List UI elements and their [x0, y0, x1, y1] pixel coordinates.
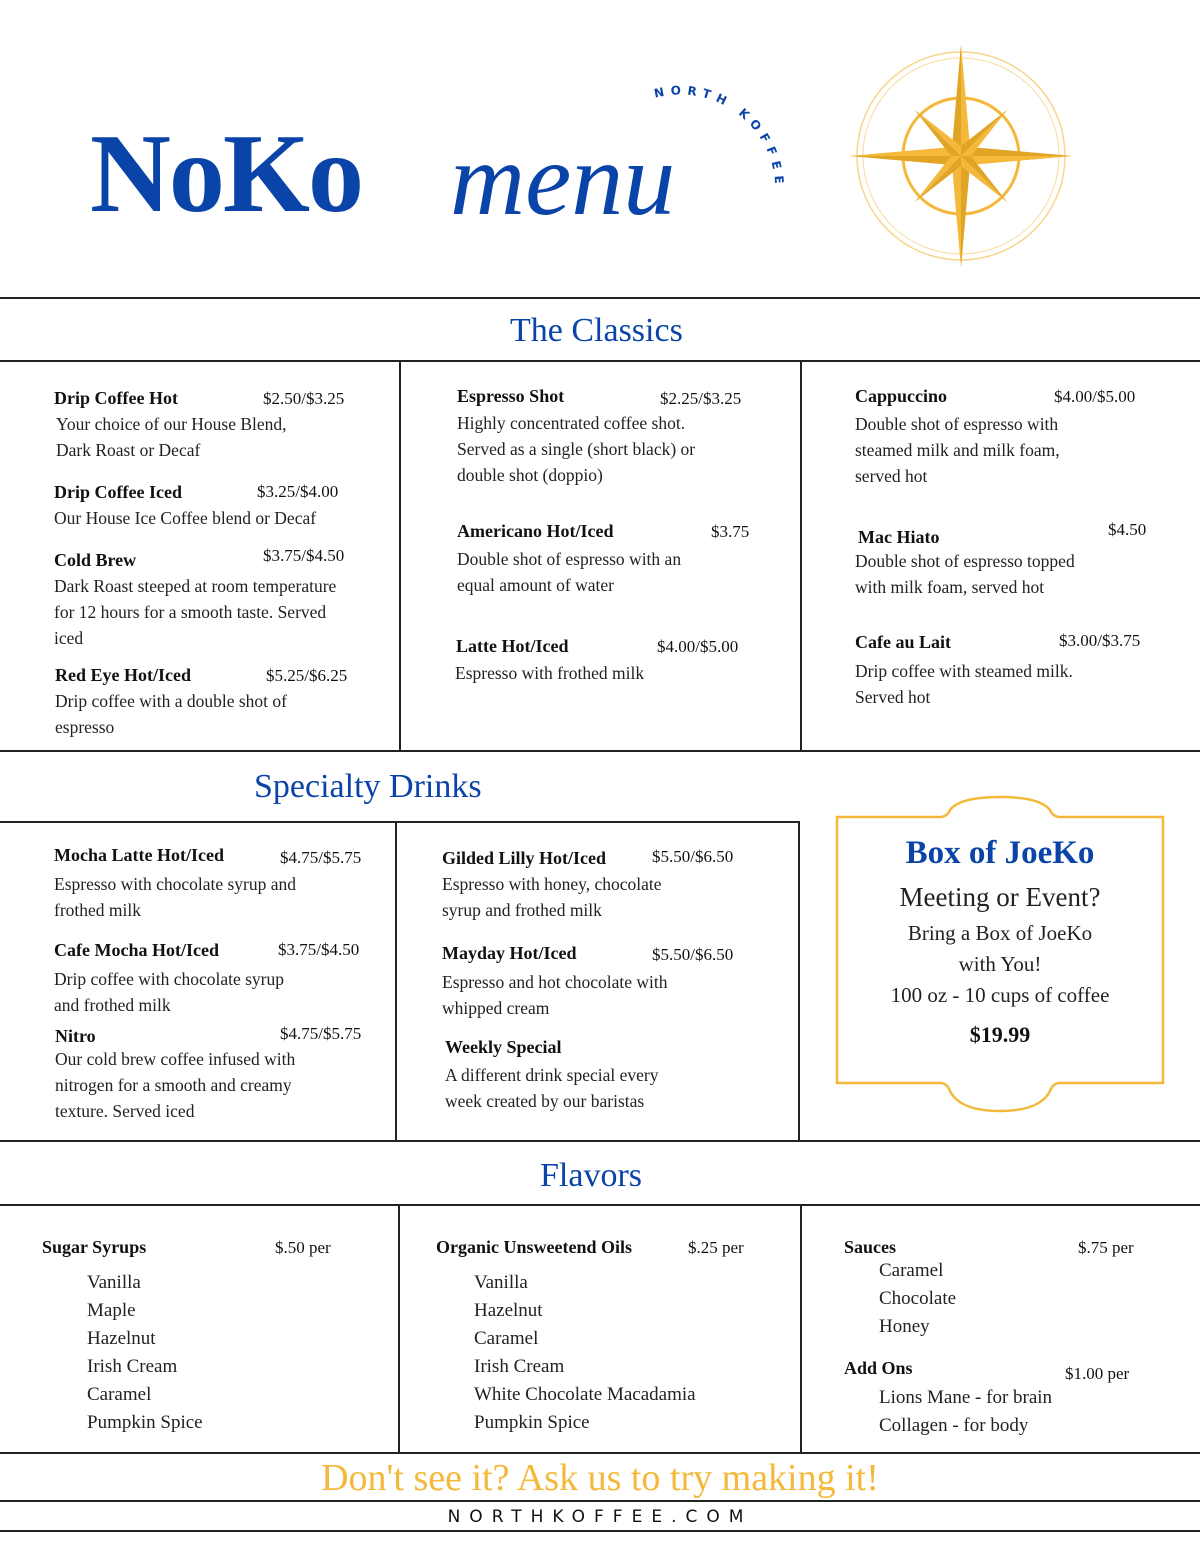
- flavor-item: Hazelnut: [474, 1300, 543, 1321]
- item-name: Americano Hot/Iced: [457, 521, 614, 541]
- flavor-item: Caramel: [87, 1384, 152, 1405]
- flavor-list-sugar: [87, 1269, 203, 1437]
- item-name: Gilded Lilly Hot/Iced: [442, 848, 607, 868]
- item-price: $4.50: [1108, 520, 1147, 539]
- item-desc: Drip coffee with a double shot of espresso: [55, 691, 287, 737]
- item-name: Drip Coffee Iced: [54, 482, 182, 502]
- flavor-group-name: Add Ons: [844, 1358, 913, 1378]
- box-line-3: 100 oz - 10 cups of coffee: [890, 983, 1110, 1007]
- flavor-item: Irish Cream: [474, 1356, 565, 1377]
- flavor-item: Lions Mane - for brain: [879, 1387, 1053, 1408]
- item-name: Mayday Hot/Iced: [442, 943, 577, 963]
- flavor-item: Vanilla: [87, 1272, 141, 1293]
- flavor-item: Hazelnut: [87, 1328, 156, 1349]
- item-desc: Double shot of espresso with an equal amount of water: [457, 549, 682, 595]
- flavor-item: Vanilla: [474, 1272, 528, 1293]
- flavor-group-name: Organic Unsweetend Oils: [436, 1237, 632, 1257]
- item-price: $2.25/$3.25: [660, 389, 742, 408]
- flavor-group-price: $.25 per: [688, 1238, 744, 1257]
- item-desc: Our House Ice Coffee blend or Decaf: [54, 508, 317, 528]
- item-desc: Drip coffee with steamed milk. Served hot: [855, 661, 1073, 707]
- item-desc: Espresso with chocolate syrup and frothed milk: [54, 874, 297, 920]
- item-name: Drip Coffee Hot: [54, 388, 178, 408]
- item-price: $4.00/$5.00: [657, 637, 739, 656]
- flavor-group-name: Sugar Syrups: [42, 1237, 147, 1257]
- column-divider: [800, 360, 802, 752]
- flavor-group-price: $.50 per: [275, 1238, 331, 1257]
- box-line-2: with You!: [958, 952, 1042, 976]
- flavor-item: Caramel: [474, 1328, 539, 1349]
- flavor-item: Collagen - for body: [879, 1415, 1029, 1436]
- item-name: Nitro: [55, 1026, 96, 1046]
- column-divider: [798, 821, 800, 1141]
- flavor-item: White Chocolate Macadamia: [474, 1384, 696, 1405]
- box-title: Box of JoeKo: [905, 835, 1095, 871]
- item-name: Cappuccino: [855, 386, 948, 406]
- flavor-list-addons: [879, 1384, 1052, 1440]
- item-price: $4.75/$5.75: [280, 848, 362, 867]
- flavor-item: Pumpkin Spice: [474, 1412, 590, 1433]
- flavor-item: Irish Cream: [87, 1356, 178, 1377]
- item-desc: Espresso with frothed milk: [455, 663, 645, 683]
- box-price: $19.99: [969, 1022, 1031, 1047]
- item-desc: A different drink special every week created by our baristas: [445, 1065, 659, 1111]
- item-name: Cold Brew: [54, 550, 137, 570]
- item-name: Red Eye Hot/Iced: [55, 665, 191, 685]
- item-name: Espresso Shot: [457, 386, 565, 406]
- footer-tagline: Don't see it? Ask us to try making it!: [321, 1457, 879, 1499]
- item-desc: Drip coffee with chocolate syrup and frothed milk: [54, 969, 285, 1015]
- item-price: $3.75/$4.50: [278, 940, 360, 959]
- title-menu: menu: [450, 122, 676, 237]
- section-title-classics: The Classics: [510, 312, 683, 349]
- item-price: $3.25/$4.00: [257, 482, 339, 501]
- divider: [0, 1204, 1200, 1206]
- arc-text-logo: [640, 78, 790, 208]
- item-price: $4.75/$5.75: [280, 1024, 362, 1043]
- flavor-list-oils: [474, 1269, 696, 1437]
- flavor-item: Pumpkin Spice: [87, 1412, 203, 1433]
- item-desc: Espresso and hot chocolate with whipped cream: [442, 972, 668, 1018]
- arc-text: NORTH KOFFEE: [652, 83, 787, 191]
- box-subtitle: Meeting or Event?: [899, 882, 1101, 912]
- item-name: Mac Hiato: [858, 527, 940, 547]
- flavor-list-sauces: [879, 1257, 956, 1341]
- compass-star-icon: [845, 40, 1077, 272]
- item-name: Weekly Special: [445, 1037, 562, 1057]
- item-name: Latte Hot/Iced: [456, 636, 569, 656]
- column-divider: [395, 821, 397, 1141]
- item-price: $4.00/$5.00: [1054, 387, 1136, 406]
- item-price: $3.00/$3.75: [1059, 631, 1141, 650]
- item-price: $5.50/$6.50: [652, 847, 734, 866]
- item-price: $2.50/$3.25: [263, 389, 345, 408]
- divider: [0, 1530, 1200, 1532]
- item-desc: Double shot of espresso with steamed milk and milk foam, served hot: [855, 414, 1060, 486]
- section-title-flavors: Flavors: [540, 1157, 642, 1194]
- item-name: Cafe Mocha Hot/Iced: [54, 940, 219, 960]
- item-price: $3.75: [711, 522, 750, 541]
- flavor-group-name: Sauces: [844, 1237, 897, 1257]
- flavor-item: Honey: [879, 1316, 930, 1337]
- item-price: $5.50/$6.50: [652, 945, 734, 964]
- item-name: Mocha Latte Hot/Iced: [54, 845, 224, 865]
- svg-text:NORTH KOFFEE: [653, 83, 787, 190]
- section-title-specialty: Specialty Drinks: [254, 768, 482, 805]
- box-line-1: Bring a Box of JoeKo: [907, 921, 1093, 945]
- box-of-joeko-card: [835, 835, 1165, 1048]
- item-name: Cafe au Lait: [855, 632, 951, 652]
- divider: [0, 1500, 1200, 1502]
- divider: [0, 821, 800, 823]
- divider: [0, 750, 1200, 752]
- footer-website[interactable]: NORTHKOFFEE.COM: [447, 1507, 753, 1527]
- flavor-group-price: $.75 per: [1078, 1238, 1134, 1257]
- item-desc: Espresso with honey, chocolate syrup and frothed milk: [442, 874, 662, 920]
- item-desc: Your choice of our House Blend, Dark Roast or Decaf: [56, 414, 287, 460]
- divider: [0, 360, 1200, 362]
- item-desc: Our cold brew coffee infused with nitrogen for a smooth and creamy texture. Served iced: [55, 1049, 296, 1121]
- title-noko: NoKo: [90, 112, 362, 236]
- item-price: $5.25/$6.25: [266, 666, 348, 685]
- item-price: $3.75/$4.50: [263, 546, 345, 565]
- item-desc: Dark Roast steeped at room temperature for 12 hours for a smooth taste. Served iced: [54, 576, 337, 648]
- divider: [0, 1140, 1200, 1142]
- column-divider: [800, 1204, 802, 1452]
- item-desc: Double shot of espresso topped with milk foam, served hot: [855, 551, 1075, 597]
- flavor-item: Caramel: [879, 1260, 944, 1281]
- divider: [0, 1452, 1200, 1454]
- item-desc: Highly concentrated coffee shot. Served as a single (short black) or double shot (doppio): [457, 413, 696, 485]
- column-divider: [399, 360, 401, 752]
- column-divider: [398, 1204, 400, 1452]
- flavor-item: Maple: [87, 1300, 136, 1321]
- flavor-group-price: $1.00 per: [1065, 1364, 1130, 1383]
- divider: [0, 297, 1200, 299]
- flavor-item: Chocolate: [879, 1288, 957, 1309]
